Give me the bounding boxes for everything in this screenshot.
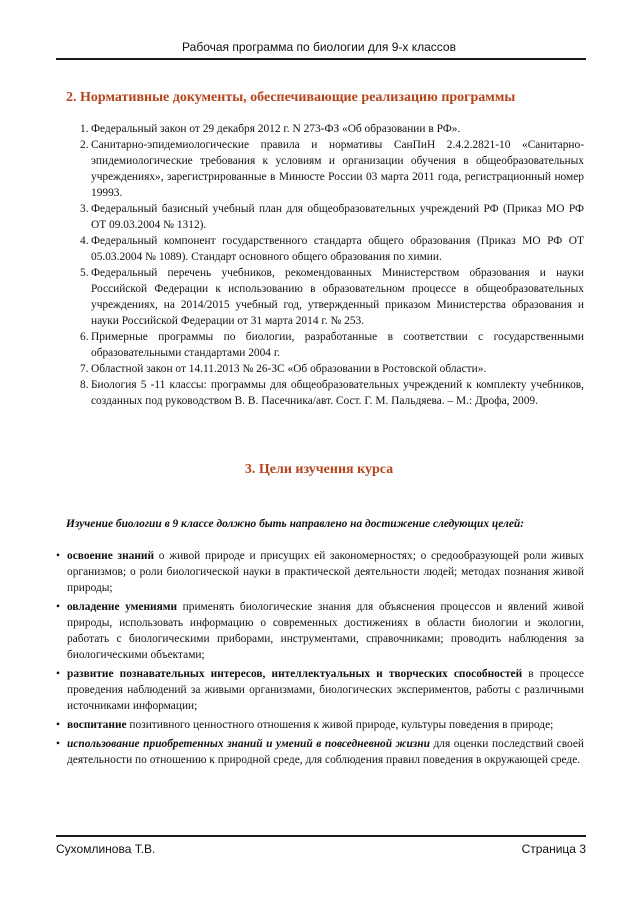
goal-text: применять биологические знания для объяснения процессов и явлений живой природы, использовать информацию о современных достижениях в области биологии и экологии, работать с биологическими приборами, инструментами, справочниками; проводить наблюдения за биологическими объектами;: [67, 601, 584, 661]
documents-list: [66, 121, 584, 409]
goal-item: [56, 548, 584, 596]
goal-lead: развитие познавательных интересов, интеллектуальных и творческих способностей: [67, 668, 523, 680]
list-item-text: Федеральный компонент государственного стандарта общего образования (Приказ МО РФ ОТ 05.03.2004 № 1089). Стандарт основного общего образования по химии.: [91, 235, 584, 263]
section-3-heading: 3. Цели изучения курса: [244, 462, 394, 477]
goal-text: о живой природе и присущих ей закономерностях; о средообразующей роли живых организмов; о роли биологической науки в практической деятельности людей; методах познания живой природы;: [67, 550, 584, 594]
page-number: Страница 3: [521, 842, 586, 856]
bullet-icon: •: [56, 550, 60, 562]
section-2-heading: 2. Нормативные документы, обеспечивающие реализацию программы: [66, 90, 516, 105]
goal-lead: освоение знаний: [67, 550, 155, 562]
page-footer: [56, 842, 586, 856]
list-item: [66, 233, 584, 265]
bullet-icon: •: [56, 668, 60, 680]
goal-lead: воспитание: [67, 719, 127, 731]
list-item-text: Федеральный базисный учебный план для общеобразовательных учреждений РФ (Приказ МО РФ ОТ 09.03.2004 № 1312).: [91, 203, 584, 231]
goals-list: [56, 548, 584, 771]
list-item: [66, 137, 584, 201]
list-number: 8.: [80, 379, 89, 391]
list-item-text: Биология 5 -11 классы: программы для общеобразовательных учреждений к комплекту учебников, созданных под руководством В. В. Пасечника/авт. Сост. Г. М. Пальдяева. – М.: Дрофа, 2009.: [91, 379, 584, 407]
goal-lead: овладение умениями: [67, 601, 178, 613]
goal-text: в процессе проведения наблюдений за живыми организмами, биологических экспериментов, работы с различными источниками информации;: [67, 668, 584, 712]
goal-lead: использование приобретенных знаний и умений в повседневной жизни: [67, 738, 430, 750]
list-item-text: Областной закон от 14.11.2013 № 26-ЗС «Об образовании в Ростовской области».: [91, 363, 487, 375]
bullet-icon: •: [56, 738, 60, 750]
list-number: 6.: [80, 331, 89, 343]
list-item: [66, 329, 584, 361]
list-item-text: Федеральный перечень учебников, рекомендованных Министерством образования и науки Российской Федерации к использованию в образовательном процессе в общеобразовательных учреждениях, на 2014/2015 учебный год, утвержденный приказом Министерства образования и науки Российской Федерации от 31 марта 2014 г. № 253.: [91, 267, 584, 327]
list-number: 1.: [80, 123, 89, 135]
list-item-text: Примерные программы по биологии, разработанные в соответствии с государственными образовательными стандартами 2004 г.: [91, 331, 584, 359]
footer-author: Сухомлинова Т.В.: [56, 842, 156, 856]
list-item: [66, 265, 584, 329]
list-item: [66, 201, 584, 233]
list-number: 3.: [80, 203, 89, 215]
list-item-text: Федеральный закон от 29 декабря 2012 г. N 273-ФЗ «Об образовании в РФ».: [91, 123, 461, 135]
header-divider: [56, 58, 586, 60]
list-number: 5.: [80, 267, 89, 279]
list-item-text: Санитарно-эпидемиологические правила и нормативы СанПиН 2.4.2.2821-10 «Санитарно-эпидемиологические требования к условиям и организации обучения в общеобразовательных учреждениях», зарегистрированные в Минюсте России 03 марта 2011 года, регистрационный номер 19993.: [91, 139, 584, 199]
page-header: Рабочая программа по биологии для 9-х классов: [182, 40, 456, 54]
bullet-icon: •: [56, 601, 60, 613]
goal-text: позитивного ценностного отношения к живой природе, культуры поведения в природе;: [126, 719, 554, 731]
list-item: [66, 377, 584, 409]
goal-item: [56, 599, 584, 663]
goal-text: для оценки последствий своей деятельности по отношению к природной среде, для соблюдения правил поведения в окружающей среде.: [67, 738, 584, 766]
goals-intro: Изучение биологии в 9 классе должно быть направлено на достижение следующих целей:: [66, 518, 525, 530]
goal-item: [56, 717, 584, 733]
goal-item: [56, 666, 584, 714]
list-item: [66, 361, 584, 377]
list-number: 2.: [80, 139, 89, 151]
bullet-icon: •: [56, 719, 60, 731]
list-number: 4.: [80, 235, 89, 247]
list-number: 7.: [80, 363, 89, 375]
list-item: [66, 121, 584, 137]
goal-item: [56, 736, 584, 768]
footer-divider: [56, 835, 586, 837]
